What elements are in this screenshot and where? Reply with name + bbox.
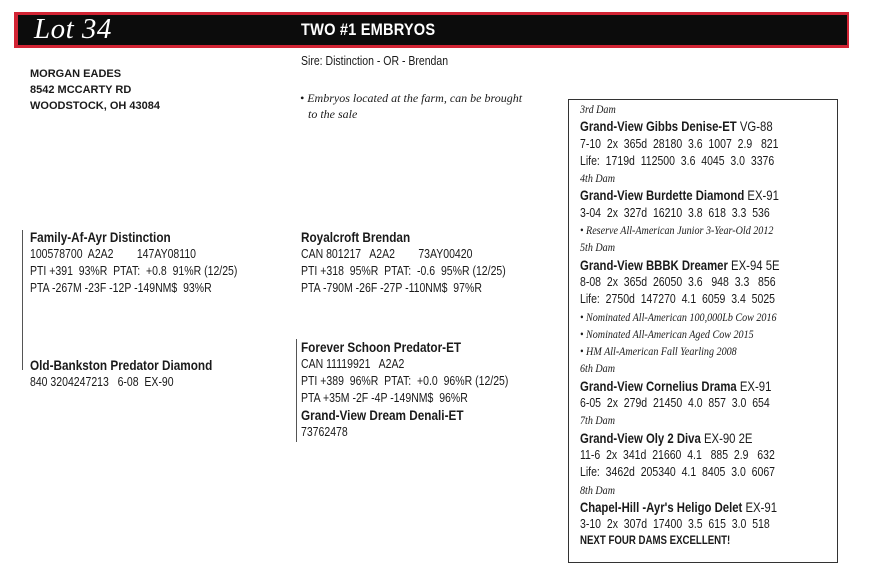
note-line-2: to the sale — [308, 107, 358, 121]
predator-name: Forever Schoon Predator-ET — [301, 339, 462, 355]
note-line-1: • Embryos located at the farm, can be brought — [300, 91, 523, 105]
dam3-name: Grand-View Gibbs Denise-ET VG-88 — [580, 119, 773, 135]
pedigree-line-mid — [296, 339, 297, 442]
owner-address-2: WOODSTOCK, OH 43084 — [30, 100, 160, 112]
dam3-record: 7-10 2x 365d 28180 3.6 1007 2.9 821 — [580, 136, 779, 151]
dam7-label: 7th Dam — [580, 413, 616, 428]
dam6-record: 6-05 2x 279d 21450 4.0 857 3.0 654 — [580, 396, 770, 411]
owner-name: MORGAN EADES — [30, 68, 122, 80]
dam-pedigree-content — [580, 101, 780, 551]
dam4-record: 3-04 2x 327d 16210 3.8 618 3.3 536 — [580, 205, 770, 220]
sire-line: Sire: Distinction - OR - Brendan — [301, 54, 449, 68]
dam7-life: Life: 3462d 205340 4.1 8405 3.0 6067 — [580, 465, 776, 480]
predator-pti: PTI +389 96%R PTAT: +0.0 96%R (12/25) — [301, 374, 509, 388]
dam5-award-2: • Nominated All-American Aged Cow 2015 — [580, 326, 754, 341]
dam-name: Old-Bankston Predator Diamond — [30, 357, 213, 373]
dam5-award-3: • HM All-American Fall Yearling 2008 — [580, 344, 737, 359]
dam7-record: 11-6 2x 341d 21660 4.1 885 2.9 632 — [580, 447, 775, 462]
dam4-label: 4th Dam — [580, 171, 616, 186]
dam3-life: Life: 1719d 112500 3.6 4045 3.0 3376 — [580, 153, 775, 168]
denali-name: Grand-View Dream Denali-ET — [301, 407, 464, 423]
embryo-note — [300, 90, 522, 122]
dam8-label: 8th Dam — [580, 482, 616, 497]
dam7-name: Grand-View Oly 2 Diva EX-90 2E — [580, 430, 753, 446]
sire2-pti: PTI +318 95%R PTAT: -0.6 95%R (12/25) — [301, 264, 506, 278]
pedigree-line-left — [22, 230, 23, 370]
sire1-pta: PTA -267M -23F -12P -149NM$ 93%R — [30, 281, 212, 295]
next-dams-note: NEXT FOUR DAMS EXCELLENT! — [580, 535, 731, 548]
dam5-record: 8-08 2x 365d 26050 3.6 948 3.3 856 — [580, 274, 776, 289]
dam4-award: • Reserve All-American Junior 3-Year-Old 2012 — [580, 223, 774, 238]
sire1-name: Family-Af-Ayr Distinction — [30, 229, 171, 245]
sire2-id: CAN 801217 A2A2 73AY00420 — [301, 247, 473, 261]
dam5-name: Grand-View BBBK Dreamer EX-94 5E — [580, 257, 780, 273]
dam6-label: 6th Dam — [580, 361, 616, 376]
dam5-award-1: • Nominated All-American 100,000Lb Cow 2016 — [580, 309, 777, 324]
predator-id: CAN 11119921 A2A2 — [301, 357, 405, 371]
owner-address-1: 8542 MCCARTY RD — [30, 84, 132, 96]
dam8-name: Chapel-Hill -Ayr's Heligo Delet EX-91 — [580, 499, 778, 515]
lot-number: Lot 34 — [34, 13, 112, 45]
lot-title: TWO #1 EMBRYOS — [301, 20, 436, 39]
sire1-id: 100578700 A2A2 147AY08110 — [30, 247, 197, 261]
dam3-label: 3rd Dam — [580, 102, 616, 116]
dam-block — [30, 357, 212, 391]
predator-block — [301, 339, 508, 441]
dam6-name: Grand-View Cornelius Drama EX-91 — [580, 378, 772, 394]
dam-id: 840 3204247213 6-08 EX-90 — [30, 375, 174, 389]
dam5-life: Life: 2750d 147270 4.1 6059 3.4 5025 — [580, 292, 776, 307]
dam5-label: 5th Dam — [580, 240, 616, 255]
sire1-block — [30, 229, 237, 297]
sire1-pti: PTI +391 93%R PTAT: +0.8 91%R (12/25) — [30, 264, 238, 278]
sire2-pta: PTA -790M -26F -27P -110NM$ 97%R — [301, 281, 482, 295]
denali-id: 73762478 — [301, 425, 348, 439]
sire2-block — [301, 229, 506, 297]
owner-info — [30, 66, 160, 114]
predator-pta: PTA +35M -2F -4P -149NM$ 96%R — [301, 391, 468, 405]
dam8-record: 3-10 2x 307d 17400 3.5 615 3.0 518 — [580, 517, 770, 532]
sire2-name: Royalcroft Brendan — [301, 229, 411, 245]
dam4-name: Grand-View Burdette Diamond EX-91 — [580, 188, 779, 204]
